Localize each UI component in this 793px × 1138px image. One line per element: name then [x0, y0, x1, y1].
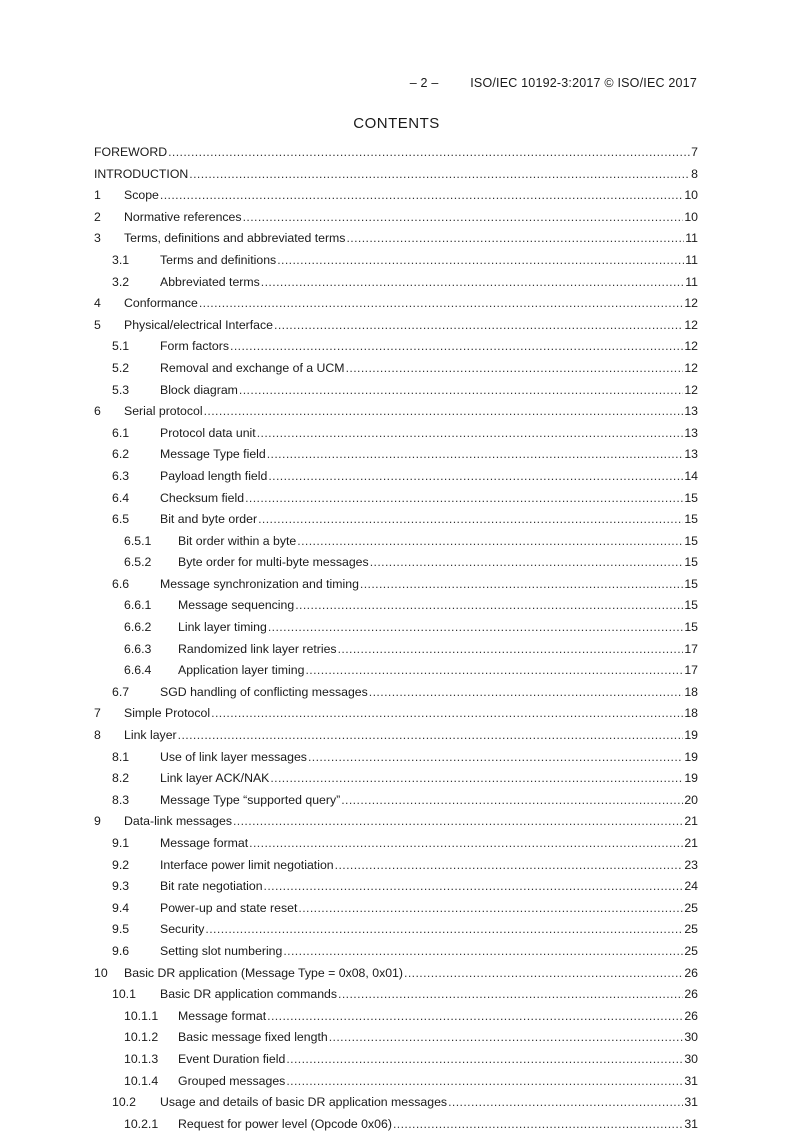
toc-entry-number: 6.6 [112, 576, 130, 591]
toc-entry-number: 10.1.3 [124, 1051, 159, 1066]
toc-entry-number: 9.5 [112, 922, 130, 937]
toc-entry-title: Message Type field [160, 447, 266, 462]
toc-entry-page: 26 [684, 987, 698, 1002]
toc-entry-number: 6.5.2 [124, 555, 152, 570]
toc-entry-title: Block diagram [160, 382, 238, 397]
toc-entry[interactable] [94, 210, 698, 232]
toc-leader-dots [268, 620, 683, 634]
toc-leader-dots [199, 296, 683, 310]
toc-entry-number: 5.2 [112, 360, 130, 375]
toc-entry-page: 15 [684, 512, 698, 527]
toc-entry-number: 6.6.3 [124, 641, 152, 656]
toc-entry[interactable] [94, 577, 698, 599]
toc-entry-page: 15 [684, 533, 698, 548]
toc-entry-page: 26 [684, 965, 698, 980]
toc-entry[interactable] [94, 966, 698, 988]
toc-leader-dots [267, 1009, 683, 1023]
toc-entry-page: 15 [684, 555, 698, 570]
toc-entry[interactable] [94, 771, 698, 793]
document-id: ISO/IEC 10192-3:2017 © ISO/IEC 2017 [470, 76, 697, 90]
toc-entry[interactable] [94, 750, 698, 772]
toc-entry[interactable] [94, 1030, 698, 1052]
toc-entry-page: 13 [684, 425, 698, 440]
toc-leader-dots [233, 814, 683, 828]
toc-leader-dots [329, 1030, 684, 1044]
toc-entry-title: Checksum field [160, 490, 245, 505]
page-header [410, 76, 697, 90]
toc-entry-number: 3 [94, 231, 101, 246]
toc-entry-page: 30 [684, 1051, 698, 1066]
toc-entry-page: 31 [684, 1095, 698, 1110]
toc-leader-dots [204, 404, 684, 418]
toc-entry-number: 6 [94, 404, 101, 419]
toc-entry-page: 17 [684, 663, 698, 678]
toc-entry[interactable] [94, 685, 698, 707]
toc-leader-dots [264, 879, 684, 893]
toc-entry-page: 21 [684, 836, 698, 850]
table-of-contents [94, 145, 698, 1138]
toc-entry-number: 9.1 [112, 836, 130, 850]
toc-entry-number: 8.2 [112, 771, 130, 786]
toc-entry-title: FOREWORD [94, 145, 168, 159]
toc-entry[interactable] [94, 987, 698, 1009]
toc-entry-number: 9.6 [112, 943, 130, 958]
toc-entry[interactable] [94, 361, 698, 383]
toc-entry[interactable] [94, 383, 698, 405]
toc-entry-title: Basic DR application commands [160, 987, 338, 1002]
toc-leader-dots [298, 901, 683, 915]
toc-leader-dots [297, 534, 683, 548]
toc-entry[interactable] [94, 1052, 698, 1074]
toc-entry[interactable] [94, 555, 698, 577]
toc-entry-number: 9.4 [112, 900, 130, 915]
toc-entry-title: INTRODUCTION [94, 166, 189, 181]
toc-entry-number: 3.2 [112, 274, 130, 289]
toc-entry[interactable] [94, 706, 698, 728]
toc-entry-page: 25 [684, 900, 698, 915]
toc-leader-dots [189, 167, 690, 181]
toc-entry-page: 26 [684, 1008, 698, 1023]
toc-leader-dots [335, 858, 684, 872]
toc-entry-number: 5 [94, 317, 101, 332]
toc-entry-number: 10.1.1 [124, 1008, 159, 1023]
toc-entry[interactable] [94, 944, 698, 966]
toc-entry[interactable] [94, 620, 698, 642]
toc-entry-title: Basic DR application (Message Type = 0x08, 0x01) [124, 965, 403, 980]
toc-entry-number: 10.1.4 [124, 1073, 159, 1088]
toc-entry[interactable] [94, 318, 698, 340]
toc-leader-dots [370, 555, 684, 569]
page-number: – 2 – [409, 76, 439, 90]
toc-entry-title: Bit and byte order [160, 512, 258, 527]
toc-entry-number: 6.5.1 [124, 533, 152, 548]
toc-leader-dots [205, 922, 683, 936]
toc-entry-title: Removal and exchange of a UCM [160, 360, 345, 375]
toc-entry-title: Terms, definitions and abbreviated terms [124, 231, 346, 246]
toc-entry-title: Interface power limit negotiation [160, 857, 334, 872]
toc-entry-page: 25 [684, 943, 698, 958]
toc-entry[interactable] [94, 447, 698, 469]
toc-entry-page: 12 [684, 339, 698, 354]
toc-leader-dots [277, 253, 684, 267]
toc-entry-number: 10.2.1 [124, 1116, 159, 1131]
toc-entry[interactable] [94, 145, 698, 167]
toc-entry-title: Simple Protocol [124, 706, 211, 721]
toc-entry-number: 8.3 [112, 792, 130, 807]
toc-entry-page: 19 [684, 728, 698, 743]
toc-entry[interactable] [94, 188, 698, 210]
toc-entry-title: Bit rate negotiation [160, 879, 263, 894]
toc-entry-title: Basic message fixed length [178, 1030, 328, 1045]
toc-leader-dots [341, 793, 683, 807]
toc-entry[interactable] [94, 275, 698, 297]
toc-entry-page: 24 [684, 879, 698, 894]
toc-entry-number: 6.6.1 [124, 598, 152, 613]
toc-entry-page: 11 [685, 252, 698, 267]
toc-entry-title: Byte order for multi-byte messages [178, 555, 369, 570]
toc-entry-page: 14 [684, 468, 698, 483]
toc-entry[interactable] [94, 1074, 698, 1096]
toc-entry-title: Link layer timing [178, 620, 267, 635]
toc-entry-title: Grouped messages [178, 1073, 286, 1088]
toc-entry-page: 23 [684, 857, 698, 872]
toc-entry-title: Power-up and state reset [160, 900, 298, 915]
toc-entry-title: Form factors [160, 339, 230, 354]
toc-entry-page: 20 [684, 792, 698, 807]
toc-entry-page: 11 [685, 231, 698, 246]
toc-entry-page: 12 [684, 360, 698, 375]
toc-entry-page: 13 [684, 404, 698, 419]
toc-entry[interactable] [94, 231, 698, 253]
toc-entry-number: 6.6.4 [124, 663, 152, 678]
toc-leader-dots [295, 598, 683, 612]
toc-entry-title: Terms and definitions [160, 252, 277, 267]
toc-entry-title: Randomized link layer retries [178, 641, 337, 656]
toc-leader-dots [168, 145, 690, 159]
toc-entry[interactable] [94, 296, 698, 318]
toc-entry-title: Abbreviated terms [160, 274, 260, 289]
toc-entry-title: Setting slot numbering [160, 943, 283, 958]
toc-leader-dots [268, 469, 683, 483]
toc-entry-page: 31 [684, 1073, 698, 1088]
toc-entry-number: 9.2 [112, 857, 130, 872]
toc-entry-title: SGD handling of conflicting messages [160, 684, 368, 699]
toc-entry-number: 10.2 [112, 1095, 136, 1110]
toc-entry-page: 15 [684, 598, 698, 613]
toc-entry-number: 6.6.2 [124, 620, 152, 635]
toc-entry-title: Physical/electrical Interface [124, 317, 273, 332]
toc-leader-dots [346, 361, 684, 375]
toc-entry-page: 13 [684, 447, 698, 462]
toc-leader-dots [360, 577, 683, 591]
toc-entry[interactable] [94, 663, 698, 685]
toc-leader-dots [369, 685, 684, 699]
toc-leader-dots [346, 231, 684, 245]
toc-entry[interactable] [94, 491, 698, 513]
toc-entry[interactable] [94, 534, 698, 556]
toc-entry-number: 8 [94, 728, 101, 743]
toc-entry-number: 6.5 [112, 512, 130, 527]
toc-entry-page: 7 [691, 145, 698, 159]
toc-entry-page: 19 [684, 749, 698, 764]
toc-entry[interactable] [94, 167, 698, 189]
toc-entry-title: Scope [124, 188, 159, 203]
toc-entry-title: Message synchronization and timing [160, 576, 359, 591]
toc-entry-page: 31 [684, 1116, 698, 1131]
toc-entry-title: Event Duration field [178, 1051, 286, 1066]
toc-leader-dots [338, 642, 684, 656]
toc-entry[interactable] [94, 404, 698, 426]
toc-leader-dots [308, 750, 683, 764]
toc-leader-dots [211, 706, 683, 720]
toc-leader-dots [270, 771, 683, 785]
toc-leader-dots [274, 318, 683, 332]
toc-entry-title: Message Type “supported query” [160, 792, 341, 807]
toc-entry-page: 18 [684, 684, 698, 699]
toc-entry-number: 6.7 [112, 684, 130, 699]
toc-entry-page: 8 [691, 166, 698, 181]
toc-entry-page: 12 [684, 382, 698, 397]
toc-entry-number: 10 [94, 965, 108, 980]
toc-entry-page: 11 [685, 274, 698, 289]
toc-entry-page: 21 [684, 814, 698, 829]
toc-entry[interactable] [94, 426, 698, 448]
toc-leader-dots [245, 491, 683, 505]
toc-entry-title: Link layer [124, 728, 177, 743]
toc-leader-dots [243, 210, 684, 224]
toc-entry-page: 12 [684, 296, 698, 311]
toc-entry-number: 9 [94, 814, 101, 829]
toc-entry[interactable] [94, 1117, 698, 1138]
toc-entry-title: Use of link layer messages [160, 749, 307, 764]
toc-entry-number: 5.1 [112, 339, 130, 354]
toc-entry-title: Message sequencing [178, 598, 295, 613]
toc-entry[interactable] [94, 728, 698, 750]
toc-leader-dots [448, 1095, 683, 1109]
toc-entry-page: 15 [684, 490, 698, 505]
toc-entry-number: 7 [94, 706, 101, 721]
toc-entry-title: Message format [178, 1008, 267, 1023]
toc-leader-dots [286, 1052, 683, 1066]
toc-entry-title: Conformance [124, 296, 198, 311]
toc-entry-page: 12 [684, 317, 698, 332]
toc-entry-number: 2 [94, 209, 101, 224]
toc-entry-number: 6.1 [112, 425, 130, 440]
toc-entry-number: 9.3 [112, 879, 130, 894]
toc-entry-title: Serial protocol [124, 404, 203, 419]
toc-entry-title: Data-link messages [124, 814, 232, 829]
toc-entry-number: 10.1.2 [124, 1030, 159, 1045]
toc-entry-title: Usage and details of basic DR application messages [160, 1095, 448, 1110]
toc-entry[interactable] [94, 793, 698, 815]
toc-entry-title: Bit order within a byte [178, 533, 297, 548]
toc-leader-dots [258, 512, 683, 526]
toc-entry-page: 15 [684, 576, 698, 591]
toc-leader-dots [393, 1117, 683, 1131]
toc-entry-number: 1 [94, 188, 101, 203]
toc-entry-title: Normative references [124, 209, 242, 224]
toc-entry-number: 3.1 [112, 252, 130, 267]
toc-leader-dots [286, 1074, 683, 1088]
toc-entry-title: Security [160, 922, 205, 937]
toc-entry[interactable] [94, 339, 698, 361]
toc-entry-page: 15 [684, 620, 698, 635]
toc-entry-number: 6.3 [112, 468, 130, 483]
toc-entry-page: 30 [684, 1030, 698, 1045]
toc-leader-dots [305, 663, 683, 677]
toc-leader-dots [160, 188, 683, 202]
toc-leader-dots [230, 339, 683, 353]
toc-entry[interactable] [94, 879, 698, 901]
toc-entry[interactable] [94, 642, 698, 664]
toc-leader-dots [338, 987, 683, 1001]
toc-leader-dots [404, 966, 683, 980]
toc-entry[interactable] [94, 1009, 698, 1031]
page-title: CONTENTS [353, 115, 440, 132]
toc-entry-page: 17 [684, 641, 698, 656]
toc-entry-title: Message format [160, 836, 249, 850]
toc-entry-title: Request for power level (Opcode 0x06) [178, 1116, 392, 1131]
toc-entry[interactable] [94, 858, 698, 880]
toc-entry-page: 18 [684, 706, 698, 721]
toc-entry-number: 10.1 [112, 987, 136, 1002]
toc-leader-dots [239, 383, 683, 397]
toc-entry-title: Payload length field [160, 468, 268, 483]
toc-entry[interactable] [94, 598, 698, 620]
toc-entry[interactable] [94, 836, 698, 858]
toc-entry[interactable] [94, 901, 698, 923]
toc-entry-title: Application layer timing [178, 663, 305, 678]
toc-entry[interactable] [94, 814, 698, 836]
toc-entry[interactable] [94, 512, 698, 534]
toc-leader-dots [283, 944, 683, 958]
toc-entry-page: 19 [684, 771, 698, 786]
toc-entry[interactable] [94, 922, 698, 944]
toc-leader-dots [267, 447, 684, 461]
toc-leader-dots [261, 275, 684, 289]
toc-entry-page: 25 [684, 922, 698, 937]
toc-entry-title: Link layer ACK/NAK [160, 771, 270, 786]
toc-entry[interactable] [94, 1095, 698, 1117]
toc-entry-page: 10 [684, 209, 698, 224]
toc-entry-page: 10 [684, 188, 698, 203]
toc-leader-dots [249, 836, 683, 850]
toc-entry-number: 6.2 [112, 447, 130, 462]
toc-entry[interactable] [94, 253, 698, 275]
toc-leader-dots [178, 728, 684, 742]
toc-entry-number: 4 [94, 296, 101, 311]
toc-entry-number: 5.3 [112, 382, 130, 397]
toc-entry-number: 8.1 [112, 749, 130, 764]
toc-leader-dots [257, 426, 684, 440]
toc-entry[interactable] [94, 469, 698, 491]
toc-entry-title: Protocol data unit [160, 425, 256, 440]
toc-entry-number: 6.4 [112, 490, 130, 505]
